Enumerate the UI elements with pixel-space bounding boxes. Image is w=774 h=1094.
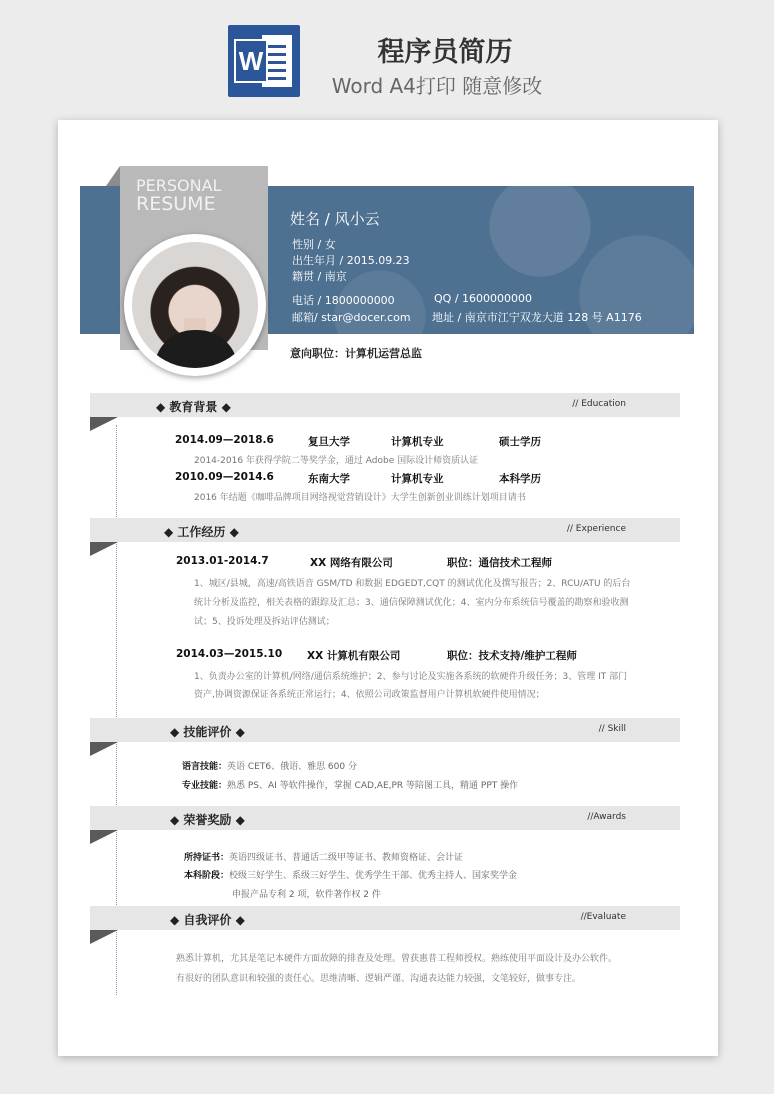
award-text: 英语四级证书、普通话二级甲等证书、教师资格证、会计证 — [229, 853, 464, 863]
section-header-awards — [90, 806, 680, 830]
work-role: 职位：通信技术工程师 — [447, 557, 552, 569]
section-fold — [90, 542, 118, 556]
work-role: 职位：技术支持/维护工程师 — [447, 650, 577, 662]
award-text: 申报产品专利 2 项，软件著作权 2 件 — [232, 890, 381, 900]
edu-period: 2014.09—2018.6 — [175, 434, 274, 446]
skill-label: 语言技能： — [182, 762, 228, 772]
section-en-skills: // Skill — [598, 724, 626, 734]
work-desc-line: 试；5、投诉处理及拆站评估测试； — [194, 617, 335, 627]
self-eval-line: 有很好的团队意识和较强的责任心。思维清晰、逻辑严谨、沟通表达能力较强，文笔较好，做事专注。 — [176, 974, 582, 984]
skill-label: 专业技能： — [182, 781, 228, 791]
work-desc-line: 1、负责办公室的计算机/网络/通信系统维护；2、参与讨论及实施各系统的软硬件升级任务；3、管理 IT 部门 — [194, 672, 628, 682]
section-en-self: //Evaluate — [580, 912, 626, 922]
word-icon — [228, 25, 300, 97]
skill-text: 英语 CET6、俄语、雅思 600 分 — [227, 762, 357, 772]
section-title-work: ◆ 工作经历 ◆ — [164, 525, 239, 539]
self-eval-line: 熟悉计算机，尤其是笔记本硬件方面故障的排查及处理。曾获惠普工程师授权。熟练使用平面设计及办公软件。 — [176, 954, 618, 964]
award-label: 所持证书： — [184, 853, 230, 863]
intended-position: 意向职位：计算机运营总监 — [290, 347, 422, 360]
section-fold — [90, 417, 118, 431]
profile-phone: 电话 / 1800000000 — [292, 294, 395, 307]
edu-school: 复旦大学 — [308, 436, 350, 448]
work-company: XX 计算机有限公司 — [307, 650, 401, 662]
work-desc-line: 统计分析及监控，相关表格的跟踪及汇总；3、通信保障测试优化；4、室内分布系统信号覆盖的勘察和验收测 — [194, 598, 629, 608]
badge-line-2: RESUME — [136, 193, 216, 215]
work-period: 2014.03—2015.10 — [176, 648, 283, 660]
work-company: XX 网络有限公司 — [310, 557, 393, 569]
award-text: 校级三好学生、系级三好学生、优秀学生干部、优秀主持人、国家奖学金 — [229, 871, 518, 881]
resume-page — [58, 120, 718, 1056]
section-fold — [90, 930, 118, 944]
profile-birth: 出生年月 / 2015.09.23 — [292, 254, 410, 267]
award-label: 本科阶段： — [184, 871, 230, 881]
edu-note: 2014-2016 年获得学院二等奖学金，通过 Adobe 国际设计师资质认证 — [194, 456, 479, 466]
section-title-awards: ◆ 荣誉奖励 ◆ — [170, 813, 245, 827]
section-fold — [90, 830, 118, 844]
section-en-education: // Education — [572, 399, 626, 409]
section-title-skills: ◆ 技能评价 ◆ — [170, 725, 245, 739]
section-header-self — [90, 906, 680, 930]
section-en-work: // Experience — [566, 524, 626, 534]
profile-email[interactable]: 邮箱/ star@docer.com — [292, 311, 411, 324]
edu-major: 计算机专业 — [391, 436, 444, 448]
avatar — [132, 242, 258, 368]
profile-gender: 性别 / 女 — [292, 238, 336, 251]
section-title-education: ◆ 教育背景 ◆ — [156, 400, 231, 414]
award-item — [184, 868, 517, 881]
profile-name: 姓名 / 风小云 — [290, 210, 380, 228]
word-letter: W — [234, 39, 268, 83]
profile-address: 地址 / 南京市江宁双龙大道 128 号 A1176 — [432, 311, 642, 324]
edu-degree: 本科学历 — [499, 473, 541, 485]
page-title: 程序员简历 — [377, 37, 513, 68]
page-subtitle: Word A4打印 随意修改 — [331, 74, 543, 98]
section-header-education — [90, 393, 680, 417]
profile-hometown: 籍贯 / 南京 — [292, 270, 347, 283]
edu-major: 计算机专业 — [391, 473, 444, 485]
skill-item — [182, 759, 357, 772]
badge-fold — [106, 166, 120, 186]
edu-note: 2016 年结题《咖啡品牌项目网络视觉营销设计》大学生创新创业训练计划项目请书 — [194, 493, 526, 503]
section-header-skills — [90, 718, 680, 742]
section-title-self: ◆ 自我评价 ◆ — [170, 913, 245, 927]
section-header-work — [90, 518, 680, 542]
badge-line-1: PERSONAL — [136, 176, 222, 195]
work-period: 2013.01-2014.7 — [176, 555, 269, 567]
section-fold — [90, 742, 118, 756]
skill-text: 熟悉 PS、AI 等软件操作，掌握 CAD,AE,PR 等陪图工具，精通 PPT 操作 — [227, 781, 519, 791]
work-desc-line: 1、城区/县城，高速/高铁语音 GSM/TD 和数据 EDGEDT,CQT 的测试优化及撰写报告；2、RCU/ATU 的后台 — [194, 579, 631, 589]
work-desc-line: 资产,协调资源保证各系统正常运行；4、依照公司政策监督用户计算机软硬件使用情况； — [194, 690, 545, 700]
edu-period: 2010.09—2014.6 — [175, 471, 274, 483]
award-item — [184, 850, 463, 863]
section-en-awards: //Awards — [587, 812, 626, 822]
edu-school: 东南大学 — [308, 473, 350, 485]
edu-degree: 硕士学历 — [499, 436, 541, 448]
award-item — [232, 887, 381, 900]
personal-resume-badge — [120, 166, 268, 230]
skill-item — [182, 778, 518, 791]
profile-qq: QQ / 1600000000 — [434, 292, 533, 305]
